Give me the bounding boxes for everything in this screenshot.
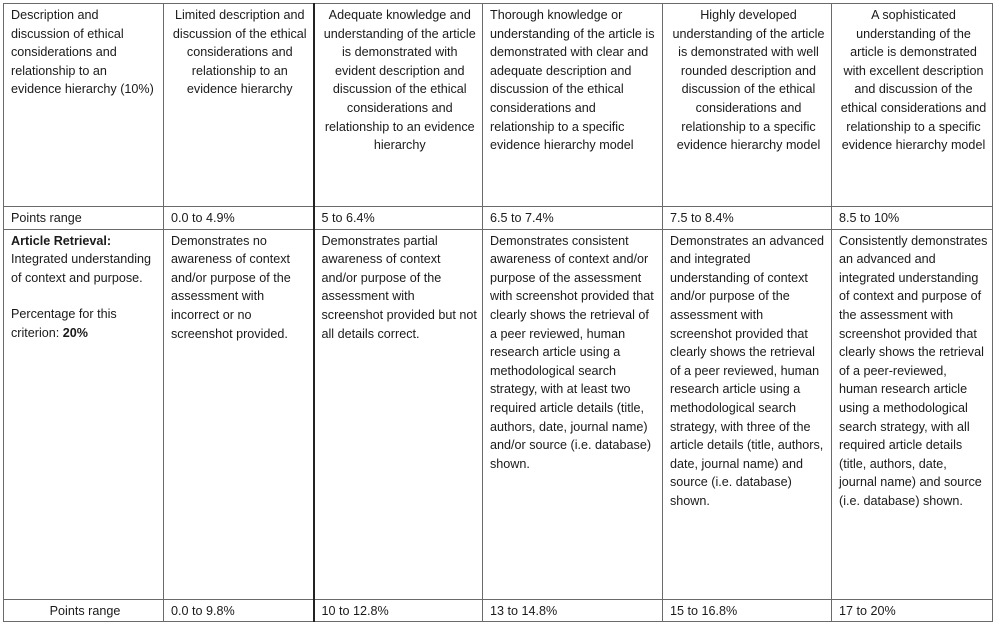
percentage-label: Percentage for this criterion:: [11, 307, 117, 340]
level-5-cell: A sophisticated understanding of the article is demonstrated with excellent description and discussion of the ethical considerations and relationship to a specific evidence hierarchy model: [832, 4, 993, 207]
ethics-criterion-row: [4, 4, 993, 207]
level-1-cell: Demonstrates no awareness of context and/or purpose of the assessment with incorrect or no screenshot provided.: [164, 229, 314, 599]
level-4-cell: Demonstrates an advanced and integrated understanding of context and/or purpose of the assessment with screenshot provided that clearly shows the retrieval of a peer reviewed, human research article using a methodological search strategy, with three of the article details (title, authors, date, journal name) and source (i.e. database) shown.: [663, 229, 832, 599]
points-range-5: 8.5 to 10%: [832, 207, 993, 230]
points-range-4: 7.5 to 8.4%: [663, 207, 832, 230]
points-range-5: 17 to 20%: [832, 599, 993, 622]
points-range-3: 6.5 to 7.4%: [483, 207, 663, 230]
level-5-cell: Consistently demonstrates an advanced and integrated understanding of context and purpose of the assessment with screenshot provided that clearly shows the retrieval of a peer-reviewed, human research article using a methodological search strategy, with all required article details (title, authors, date, journal name) and source (i.e. database) shown.: [832, 229, 993, 599]
rubric-sheet: [3, 3, 992, 620]
retrieval-points-row: [4, 599, 993, 622]
points-range-1: 0.0 to 4.9%: [164, 207, 314, 230]
rubric-table: [3, 3, 993, 622]
level-3-cell: Demonstrates consistent awareness of context and/or purpose of the assessment with screenshot provided that clearly shows the retrieval of a peer reviewed, human research article using a methodological search strategy, with at least two required article details (title, authors, date, journal name) and/or source (i.e. database) shown.: [483, 229, 663, 599]
points-range-3: 13 to 14.8%: [483, 599, 663, 622]
level-1-cell: Limited description and discussion of the ethical considerations and relationship to an evidence hierarchy: [164, 4, 314, 207]
criterion-cell: Description and discussion of ethical considerations and relationship to an evidence hierarchy (10%): [4, 4, 164, 207]
points-range-1: 0.0 to 9.8%: [164, 599, 314, 622]
level-2-cell: Adequate knowledge and understanding of the article is demonstrated with evident description and discussion of the ethical considerations and relationship to an evidence hierarchy: [314, 4, 483, 207]
ethics-points-row: [4, 207, 993, 230]
points-range-2: 10 to 12.8%: [314, 599, 483, 622]
retrieval-criterion-row: [4, 229, 993, 599]
percentage-value: 20%: [62, 325, 89, 340]
points-range-label: Points range: [4, 207, 164, 230]
criterion-cell: [4, 229, 164, 599]
criterion-description: Integrated understanding of context and purpose.: [11, 252, 152, 285]
level-4-cell: Highly developed understanding of the article is demonstrated with well rounded description and discussion of the ethical considerations and relationship to a specific evidence hierarchy model: [663, 4, 832, 207]
points-range-label: Points range: [4, 599, 164, 622]
criterion-title: Article Retrieval:: [11, 233, 112, 248]
level-2-cell: Demonstrates partial awareness of context and/or purpose of the assessment with screenshot provided but not all details correct.: [314, 229, 483, 599]
points-range-2: 5 to 6.4%: [314, 207, 483, 230]
points-range-4: 15 to 16.8%: [663, 599, 832, 622]
level-3-cell: Thorough knowledge or understanding of the article is demonstrated with clear and adequate description and discussion of the ethical considerations and relationship to a specific evidence hierarchy model: [483, 4, 663, 207]
